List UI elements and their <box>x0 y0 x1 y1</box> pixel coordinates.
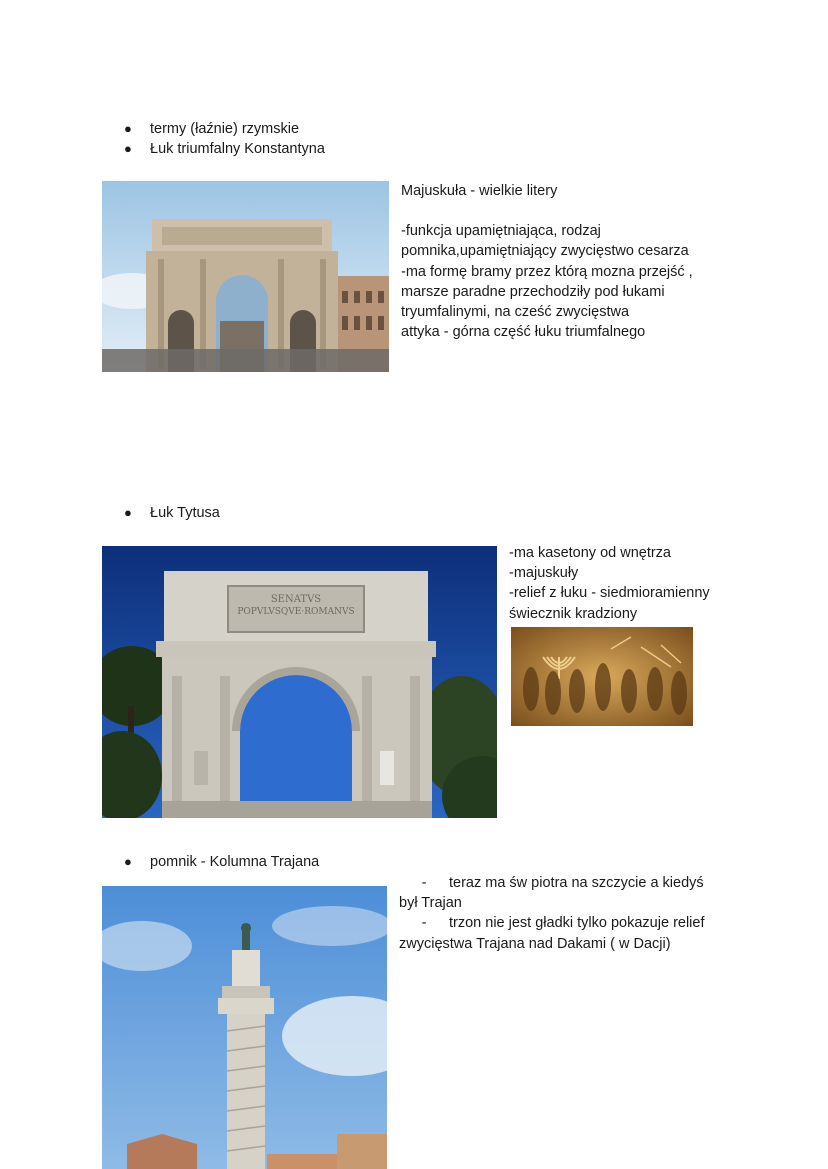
bullet-marker: ● <box>124 141 132 156</box>
note-line: marsze paradne przechodziły pod łukami <box>401 283 665 300</box>
note-line: tryumfalinymi, na cześć zwycięstwa <box>401 304 630 321</box>
notes-title: Majuskuła - wielkie litery <box>401 183 558 199</box>
bullet-text: Łuk Tytusa <box>150 505 220 521</box>
menorah-relief-photo <box>511 627 693 726</box>
bullet-text: Łuk triumfalny Konstantyna <box>150 141 325 157</box>
note-line: -relief z łuku - siedmioramienny <box>509 585 710 602</box>
note-line: świecznik kradziony <box>509 605 638 622</box>
trajan-notes <box>399 873 705 954</box>
arch-of-titus-photo <box>102 546 497 818</box>
note-line: zwycięstwa Trajana nad Dakami ( w Dacji) <box>399 935 671 952</box>
dash-marker: - <box>421 915 427 932</box>
arch-inscription-line2: POPVLVSQVE·ROMANVS <box>237 607 355 617</box>
arch-of-constantine-photo <box>102 181 389 372</box>
bullet-text: termy (łaźnie) rzymskie <box>150 121 300 137</box>
arch-inscription-line1: SENATVS <box>270 594 322 605</box>
note-line: attyka - górna część łuku triumfalnego <box>401 324 646 341</box>
bullet-marker: ● <box>124 854 132 869</box>
constantine-notes <box>401 181 693 342</box>
dash-marker: - <box>421 875 427 891</box>
note-line: pomnika,upamiętniający zwycięstwo cesarza <box>401 243 689 260</box>
bullet-marker: ● <box>124 121 132 136</box>
note-line: teraz ma św piotra na szczycie a kiedyś <box>449 875 704 891</box>
note-line: -majuskuły <box>509 565 579 582</box>
titus-notes <box>509 543 710 624</box>
bullet-marker: ● <box>124 505 132 520</box>
bullet-text: pomnik - Kolumna Trajana <box>150 854 320 870</box>
bullet-item-kolumna-trajana <box>124 852 319 872</box>
note-line: -ma kasetony od wnętrza <box>509 545 671 561</box>
dash-list-item <box>399 873 705 893</box>
bullet-item-luk-tytusa <box>124 503 220 523</box>
note-line: trzon nie jest gładki tylko pokazuje relief <box>449 915 705 932</box>
note-line: był Trajan <box>399 895 462 912</box>
dash-list-item <box>399 913 705 933</box>
note-line: -funkcja upamiętniająca, rodzaj <box>401 223 601 240</box>
bullet-item-luk-konstantyna <box>124 139 325 159</box>
trajan-column-photo <box>102 886 387 1169</box>
note-line: -ma formę bramy przez którą mozna przejść , <box>401 263 693 280</box>
bullet-item-termy <box>124 119 299 139</box>
